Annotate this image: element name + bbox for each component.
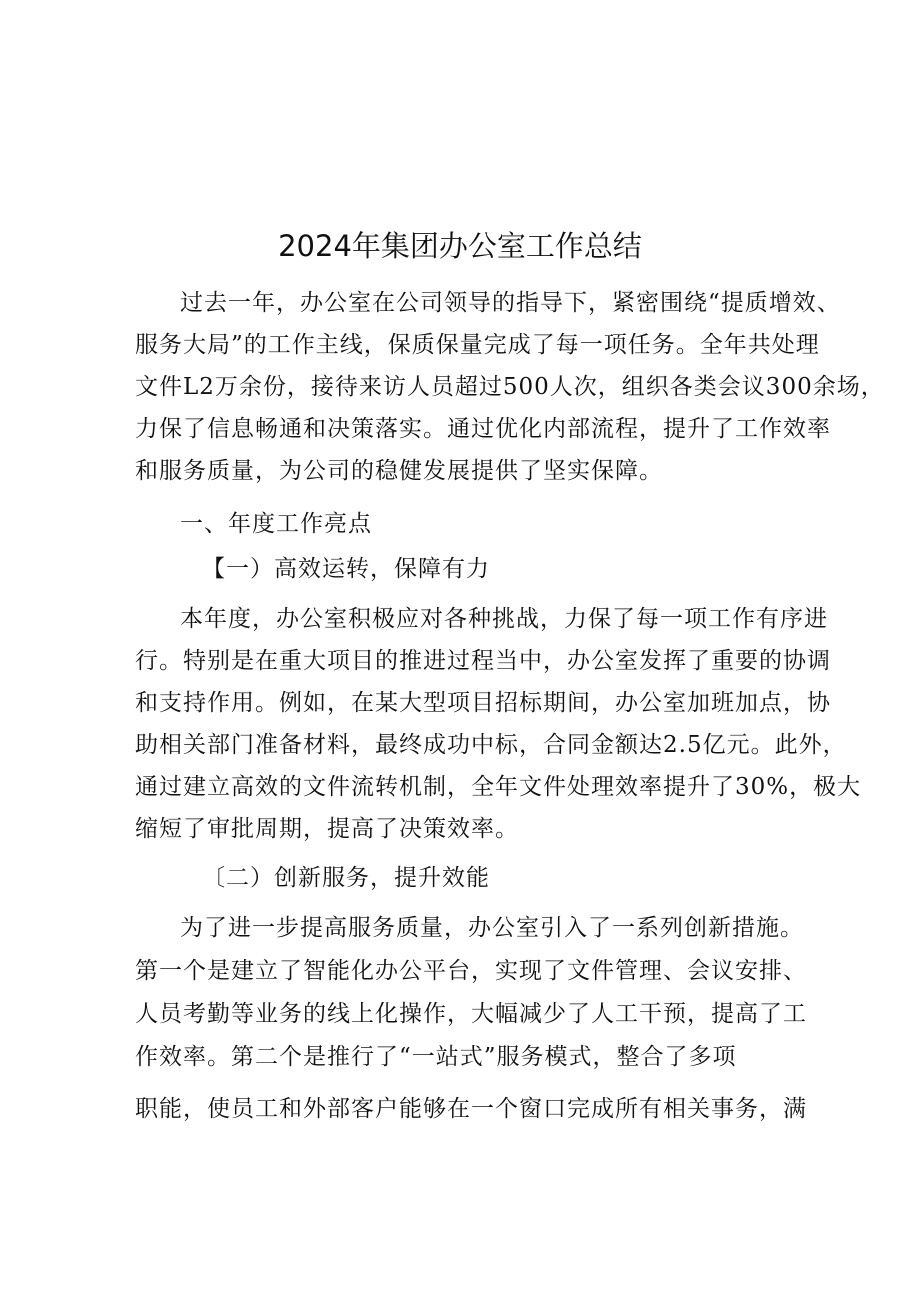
section-heading: 一、年度工作亮点	[180, 511, 372, 537]
document-title: 2024年集团办公室工作总结	[278, 229, 642, 263]
intro-line-5: 和服务质量，为公司的稳健发展提供了坚实保障。	[135, 458, 663, 484]
sub1-line-5: 通过建立高效的文件流转机制，全年文件处理效率提升了30%，极大	[135, 774, 862, 800]
sub1-line-1: 本年度，办公室积极应对各种挑战，力保了每一项工作有序进	[180, 606, 828, 632]
sub1-line-6: 缩短了审批周期，提高了决策效率。	[135, 816, 519, 842]
sub2-line-3: 人员考勤等业务的线上化操作，大幅减少了人工干预，提高了工	[135, 1001, 807, 1027]
sub2-line-4: 作效率。第二个是推行了“一站式”服务模式，整合了多项	[135, 1044, 737, 1070]
intro-line-3: 文件L2万余份，接待来访人员超过500人次，组织各类会议300余场，	[135, 374, 885, 400]
sub1-line-2: 行。特别是在重大项目的推进过程当中，办公室发挥了重要的协调	[135, 648, 831, 674]
sub2-line-2: 第一个是建立了智能化办公平台，实现了文件管理、会议安排、	[135, 958, 807, 984]
sub2-line-5: 职能，使员工和外部客户能够在一个窗口完成所有相关事务，满	[135, 1096, 807, 1122]
subsection-heading-1: 【一）高效运转，保障有力	[202, 556, 490, 582]
intro-line-1: 过去一年，办公室在公司领导的指导下，紧密围绕“提质增效、	[180, 290, 841, 316]
intro-line-2: 服务大局”的工作主线，保质保量完成了每一项任务。全年共处理	[135, 332, 820, 358]
intro-line-4: 力保了信息畅通和决策落实。通过优化内部流程，提升了工作效率	[135, 416, 831, 442]
subsection-heading-2: 〔二）创新服务，提升效能	[202, 865, 490, 891]
sub1-line-4: 助相关部门准备材料，最终成功中标，合同金额达2.5亿元。此外，	[135, 732, 847, 758]
sub2-line-1: 为了进一步提高服务质量，办公室引入了一系列创新措施。	[180, 915, 804, 941]
sub1-line-3: 和支持作用。例如，在某大型项目招标期间，办公室加班加点，协	[135, 690, 831, 716]
